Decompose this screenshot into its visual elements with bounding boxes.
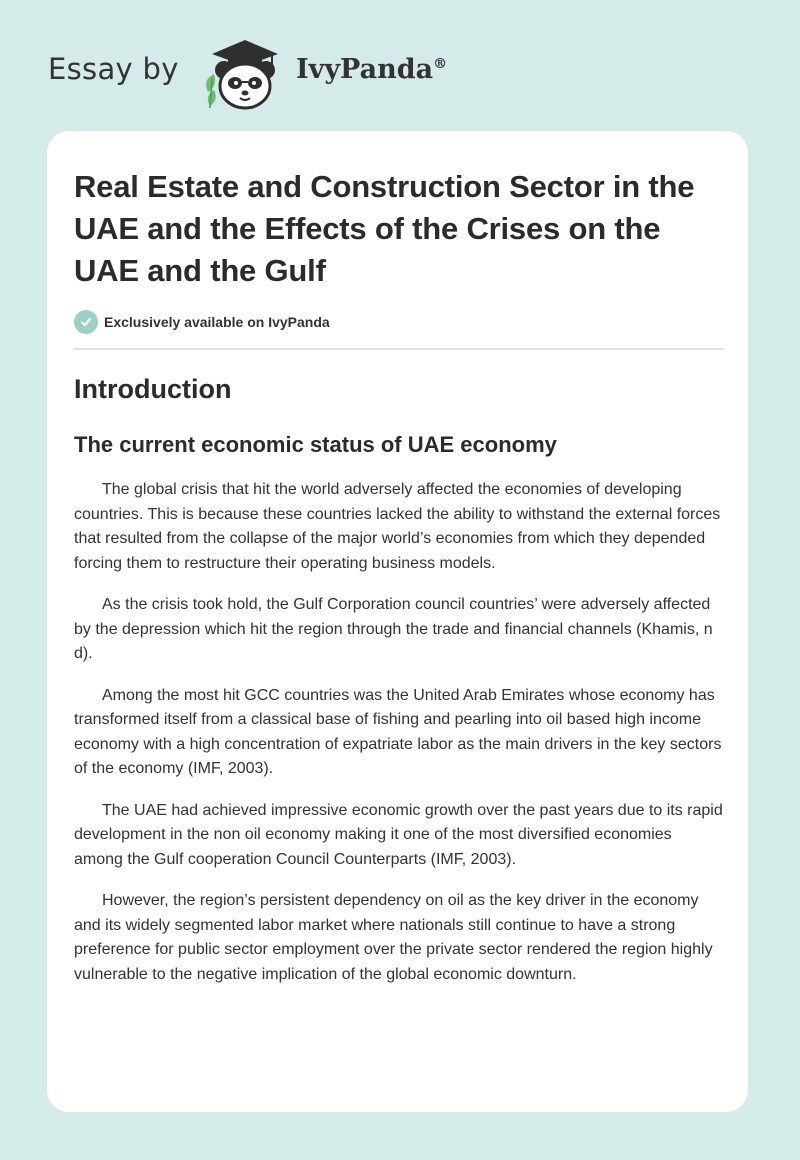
article-body	[74, 478, 724, 987]
paragraph: The global crisis that hit the world adversely affected the economies of developing countries. This is because these countries lacked the ability to withstand the external forces that resulted from the collapse of the major world’s economies from which they depended forcing them to restructure their operating business models.	[74, 481, 721, 572]
exclusive-badge	[74, 310, 724, 334]
brand-name[interactable]	[296, 54, 447, 85]
check-icon	[74, 310, 98, 334]
registered-mark: ®	[433, 56, 448, 72]
paragraph: However, the region’s persistent dependency on oil as the key driver in the economy and its widely segmented labor market where nationals still continue to have a strong preference for public sector employment over the private sector rendered the region highly vulnerable to the negative implication of the global economic downturn.	[74, 892, 713, 983]
site-header	[48, 34, 488, 110]
article-card	[47, 131, 748, 1112]
exclusive-label: Exclusively available on IvyPanda	[104, 314, 330, 330]
essay-by-label: Essay by	[48, 52, 179, 86]
paragraph: As the crisis took hold, the Gulf Corporation council countries’ were adversely affected by the depression which hit the region through the trade and financial channels (Khamis, n d).	[74, 596, 713, 662]
article-content	[74, 166, 724, 1004]
paragraph: Among the most hit GCC countries was the United Arab Emirates whose economy has transformed itself from a classical base of fishing and pearling into oil based high income economy with a high concentration of expatriate labor as the main drivers in the key sectors of the economy (IMF, 2003).	[74, 686, 722, 777]
divider	[74, 348, 724, 350]
panda-logo-icon[interactable]	[200, 34, 290, 110]
article-title: Real Estate and Construction Sector in the UAE and the Effects of the Crises on the UAE and the Gulf	[74, 169, 695, 288]
section-heading: Introduction	[74, 374, 232, 404]
subsection-heading: The current economic status of UAE economy	[74, 432, 557, 457]
paragraph: The UAE had achieved impressive economic growth over the past years due to its rapid development in the non oil economy making it one of the most diversified economies among the Gulf cooperation Council Counterparts (IMF, 2003).	[74, 801, 723, 868]
brand-text: IvyPanda	[296, 54, 434, 85]
